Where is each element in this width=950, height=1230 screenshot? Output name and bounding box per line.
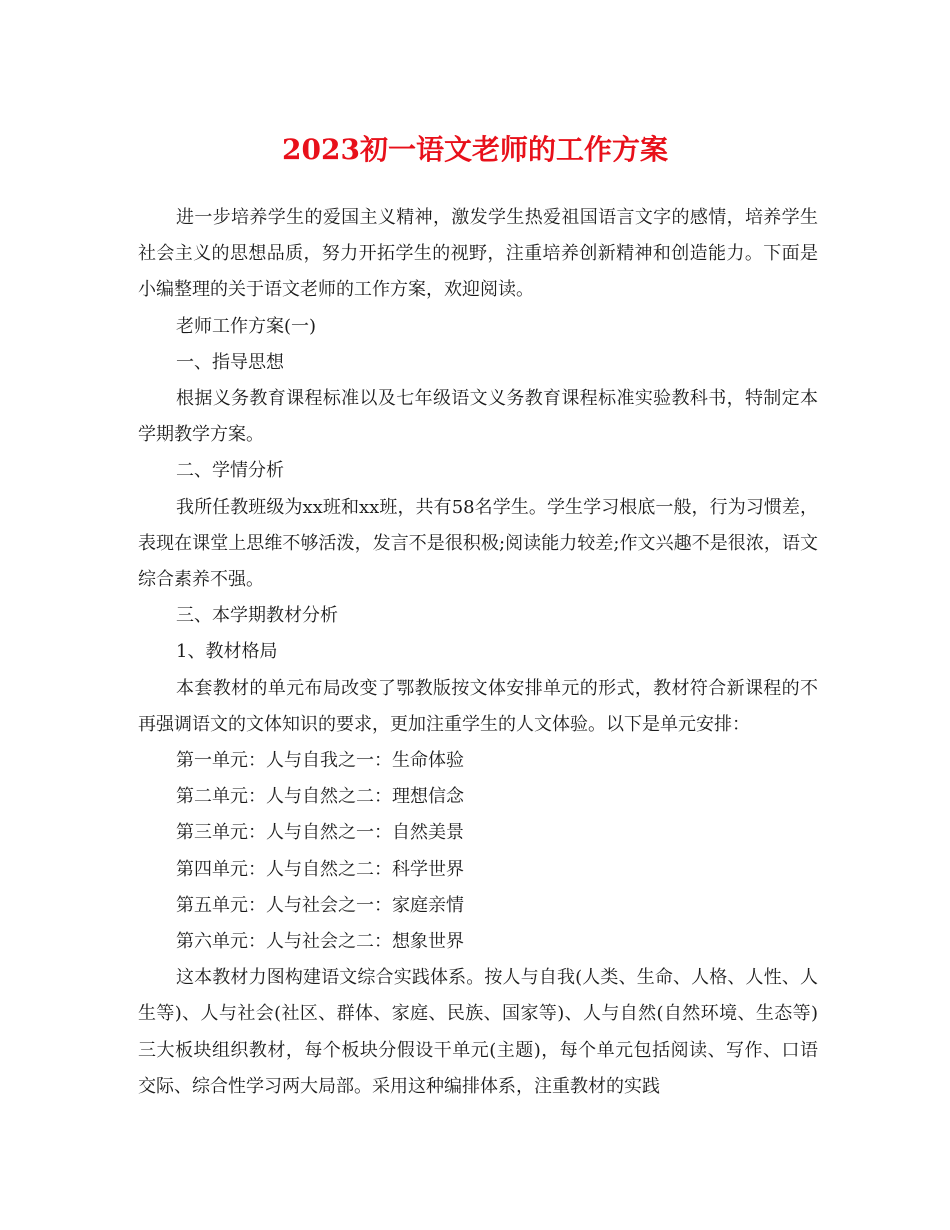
unit-list-item: 第六单元：人与社会之二：想象世界 — [176, 931, 464, 953]
document-title: 2023初一语文老师的工作方案 — [282, 133, 668, 166]
section-heading: 二、学情分析 — [176, 460, 284, 482]
section-heading: 老师工作方案(一) — [176, 315, 317, 337]
body-paragraph: 这本教材力图构建语文综合实践体系。按人与自我(人类、生命、人格、人性、人生等)、人与社会(社区、群体、家庭、民族、国家等)、人与自然(自然环境、生态等)三大板块组织教材，每个板块分假设干单元(主题)，每个单元包括阅读、写作、口语交际、综合性学习两大局部。采用这种编排体系，注重教材的实践 — [138, 967, 818, 1097]
unit-list-item: 第四单元：人与自然之二：科学世界 — [176, 858, 464, 880]
intro-paragraph: 进一步培养学生的爱国主义精神，激发学生热爱祖国语言文字的感情，培养学生社会主义的思想品质，努力开拓学生的视野，注重培养创新精神和创造能力。下面是小编整理的关于语文老师的工作方案，欢迎阅读。 — [138, 207, 818, 301]
unit-list-item: 第五单元：人与社会之一：家庭亲情 — [176, 894, 464, 916]
section-heading: 一、指导思想 — [176, 351, 284, 373]
unit-list-item: 第三单元：人与自然之一：自然美景 — [176, 822, 464, 844]
section-heading: 三、本学期教材分析 — [176, 605, 338, 627]
body-paragraph: 本套教材的单元布局改变了鄂教版按文体安排单元的形式，教材符合新课程的不再强调语文的文体知识的要求，更加注重学生的人文体验。以下是单元安排： — [138, 677, 818, 735]
unit-list-item: 第二单元：人与自然之二：理想信念 — [176, 786, 464, 808]
body-paragraph: 我所任教班级为xx班和xx班，共有58名学生。学生学习根底一般，行为习惯差，表现在课堂上思维不够活泼，发言不是很积极;阅读能力较差;作文兴趣不是很浓，语文综合素养不强。 — [138, 496, 818, 591]
section-heading: 1、教材格局 — [176, 641, 278, 663]
document-body — [138, 200, 818, 1105]
body-paragraph: 根据义务教育课程标准以及七年级语文义务教育课程标准实验教科书，特制定本学期教学方案。 — [138, 388, 818, 446]
unit-list-item: 第一单元：人与自我之一：生命体验 — [176, 750, 464, 772]
